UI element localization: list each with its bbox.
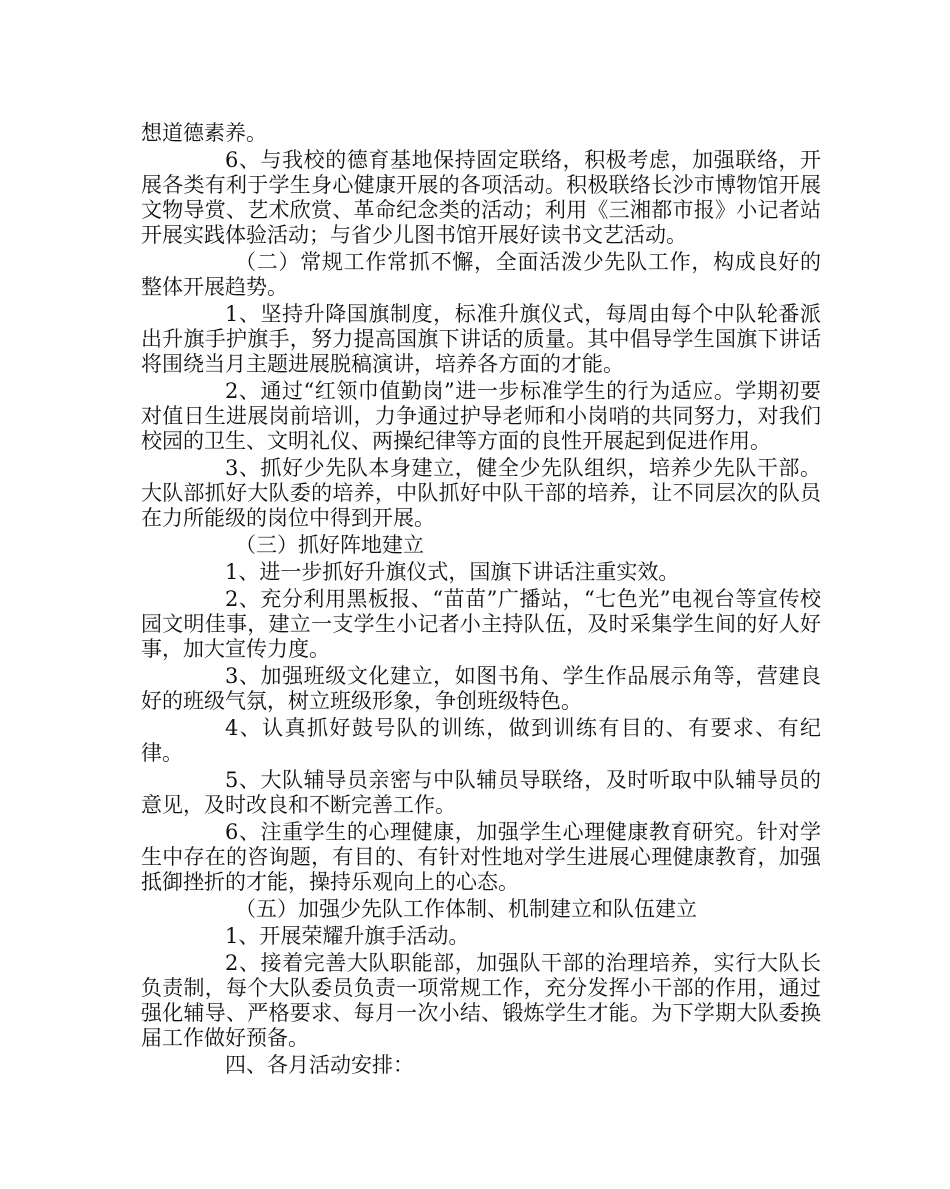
paragraph-item-4-drum-team: 4、认真抓好鼓号队的训练，做到训练有目的、有要求、有纪律。 xyxy=(141,716,821,765)
paragraph-item-1-honor: 1、开展荣耀升旗手活动。 xyxy=(225,924,470,948)
paragraph-item-6-moral-base: 6、与我校的德育基地保持固定联络，积极考虑，加强联络，开展各类有利于学生身心健康开展的各项活动。积极联络长沙市博物馆开展文物导赏、艺术欣赏、革命纪念类的活动；利用《三湘都市报》小记者站开展实践体验活动；与省少儿图书馆开展好读书文艺活动。 xyxy=(141,148,821,247)
paragraph-item-1-ceremony: 1、进一步抓好升旗仪式，国旗下讲话注重实效。 xyxy=(225,560,680,584)
paragraph-item-2-duty: 2、通过“红领巾值勤岗”进一步标准学生的行为适应。学期初要对值日生进展岗前培训，力争通过护导老师和小岗哨的共同努力，对我们校园的卫生、文明礼仪、两操纪律等方面的良性开展起到促进作用。 xyxy=(141,379,821,453)
paragraph-item-2-publicity: 2、充分利用黑板报、“苗苗”广播站，“七色光”电视台等宣传校园文明佳事，建立一支学生小记者小主持队伍，及时采集学生间的好人好事，加大宣传力度。 xyxy=(141,587,821,661)
paragraph-item-6-mental-health: 6、注重学生的心理健康，加强学生心理健康教育研究。针对学生中存在的咨询题，有目的、有针对性地对学生进展心理健康教育，加强抵御挫折的才能，操持乐观向上的心态。 xyxy=(141,820,821,894)
paragraph-item-3-class-culture: 3、加强班级文化建立，如图书角、学生作品展示角等，营建良好的班级气氛，树立班级形象，争创班级特色。 xyxy=(141,664,821,713)
section-heading-4-monthly: 四、各月活动安排： xyxy=(225,1053,414,1077)
paragraph-item-1-flag: 1、坚持升降国旗制度，标准升旗仪式，每周由每个中队轮番派出升旗手护旗手，努力提高国旗下讲话的质量。其中倡导学生国旗下讲话将围绕当月主题进展脱稿演讲，培养各方面的才能。 xyxy=(141,302,821,376)
paragraph-item-2-committee: 2、接着完善大队职能部，加强队干部的治理培养，实行大队长负责制，每个大队委员负责一项常规工作，充分发挥小干部的作用，通过强化辅导、严格要求、每月一次小结、锻炼学生才能。为下学期大队委换届工作做好预备。 xyxy=(141,951,821,1050)
paragraph-item-5-counselor: 5、大队辅导员亲密与中队辅员导联络，及时听取中队辅导员的意见，及时改良和不断完善工作。 xyxy=(141,768,821,817)
paragraph-item-3-organization: 3、抓好少先队本身建立，健全少先队组织，培养少先队干部。大队部抓好大队委的培养，中队抓好中队干部的培养，让不同层次的队员在力所能级的岗位中得到开展。 xyxy=(141,456,821,530)
section-heading-5: （五）加强少先队工作体制、机制建立和队伍建立 xyxy=(235,897,697,921)
section-heading-3: （三）抓好阵地建立 xyxy=(235,533,424,557)
section-heading-2: （二）常规工作常抓不懈，全面活泼少先队工作，构成良好的整体开展趋势。 xyxy=(141,250,821,299)
paragraph-continuation: 想道德素养。 xyxy=(141,121,267,145)
document-body xyxy=(141,121,821,1080)
